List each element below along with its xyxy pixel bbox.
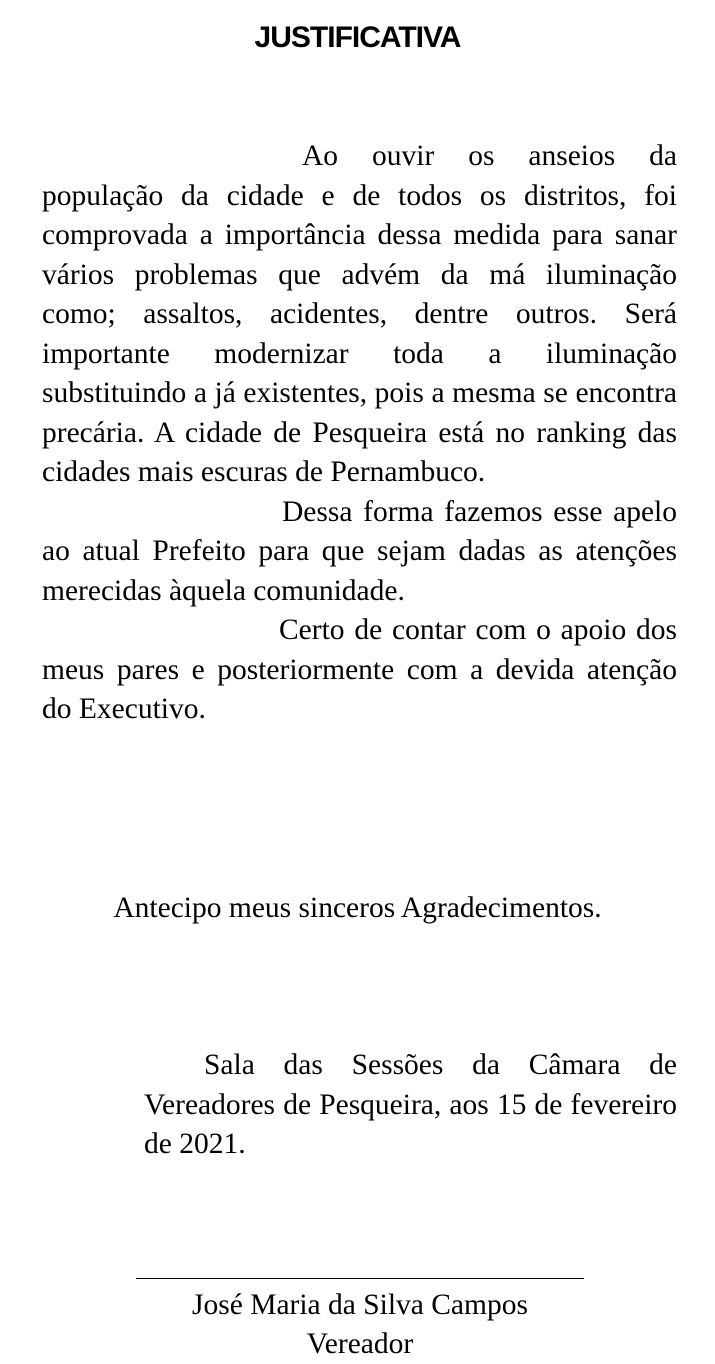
document-title: JUSTIFICATIVA — [254, 21, 461, 54]
paragraph-1: Ao ouvir os anseios da população da cidade e de todos os distritos, foi comprovada a importância dessa medida para sanar vários problemas que advém da má iluminação como; assaltos, acidentes, dentre outros. Será importante modernizar toda a iluminação substituindo a já existentes, pois a mesma se encontra precária. A cidade de Pesqueira está no ranking das cidades mais escuras de Pernambuco. — [42, 140, 677, 488]
signatory-name: José Maria da Silva Campos — [192, 1289, 528, 1321]
paragraph-3: Certo de contar com o apoio dos meus pares e posteriormente com a devida atenção do Executivo. — [42, 614, 677, 725]
session-note: Sala das Sessões da Câmara de Vereadores de Pesqueira, aos 15 de fevereiro de 2021. — [144, 1049, 677, 1160]
signature-line — [136, 1278, 584, 1279]
paragraph-2: Dessa forma fazemos esse apelo ao atual Prefeito para que sejam dadas as atenções merecidas àquela comunidade. — [42, 495, 677, 607]
signatory-role: Vereador — [306, 1328, 414, 1360]
thanks-line: Antecipo meus sinceros Agradecimentos. — [113, 892, 602, 924]
justification-body — [42, 137, 677, 730]
